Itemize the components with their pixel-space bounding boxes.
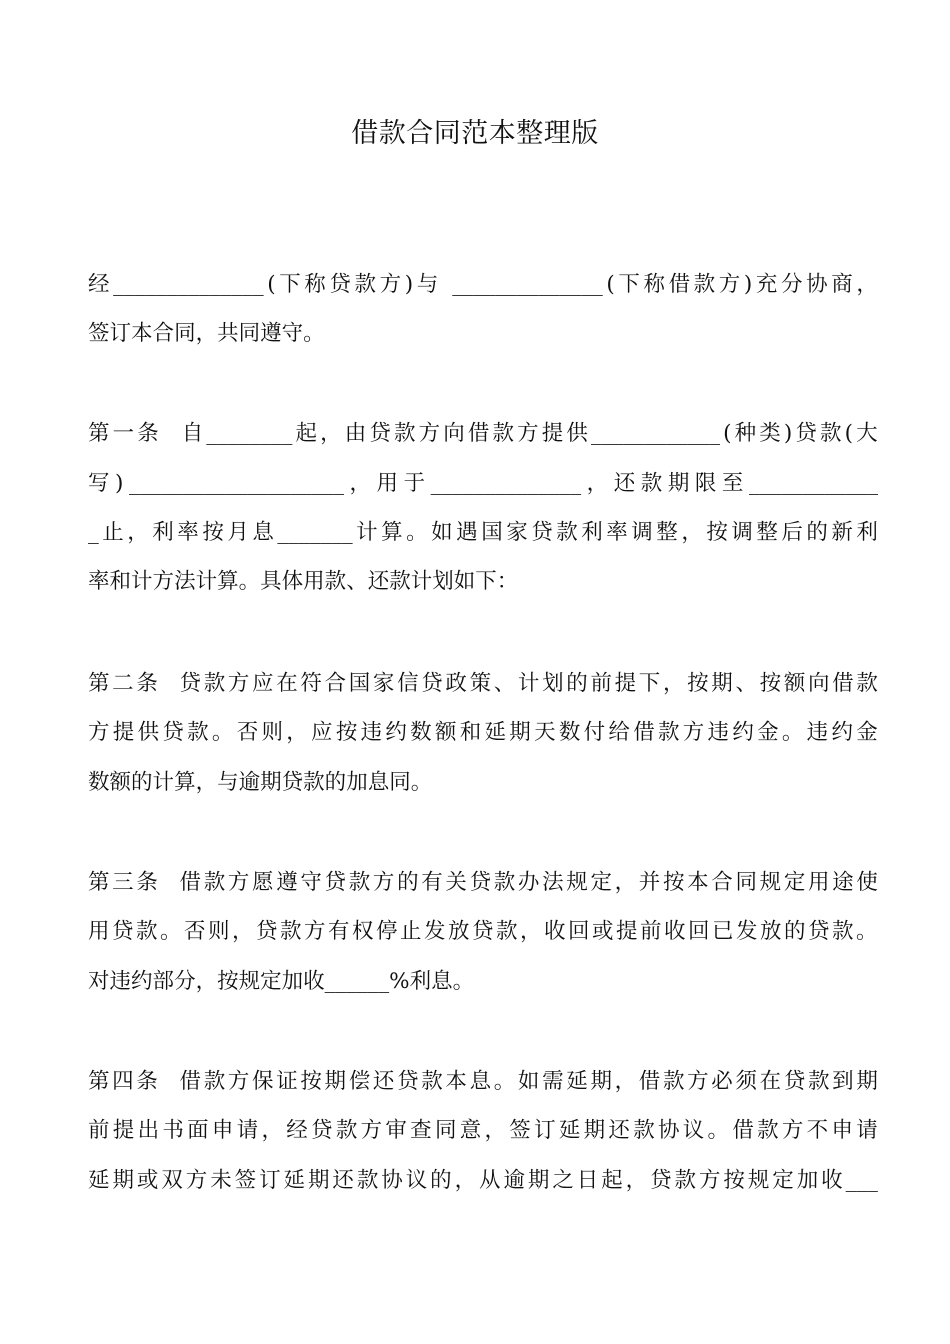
text-line: 签 订 本 合 同 ， 共 同 遵 守 。 xyxy=(88,321,325,346)
document-title: 借款合同范本整理版 xyxy=(351,118,599,149)
text-line: 率 和 计 方 法 计 算 。 具 体 用 款 、 还 款 计 划 如 下 ： xyxy=(88,569,519,594)
text-line: 延 期 或 双 方 未 签 订 延 期 还 款 协 议 的 ， 从 逾 期 之 日 起 ， 贷 款 方 按 规 定 加 收 ___ xyxy=(88,1168,878,1193)
text-line: 第 四 条 借 款 方 保 证 按 期 偿 还 贷 款 本 息 。 如 需 延 期 ， 借 款 方 必 须 在 贷 款 到 期 xyxy=(88,1069,878,1094)
text-line: 对 违 约 部 分 ， 按 规 定 加 收 ______ % 利 息 。 xyxy=(88,969,475,994)
text-line: 数 额 的 计 算 ， 与 逾 期 贷 款 的 加 息 同 。 xyxy=(88,770,433,795)
text-line: 经 ______________ ( 下 称 贷 款 方 ) 与 ______________ ( 下 称 借 款 方 ) 充 分 协 商 ， xyxy=(88,272,878,297)
text-line: 用 贷 款 。 否 则 ， 贷 款 方 有 权 停 止 发 放 贷 款 ， 收 回 或 提 前 收 回 已 发 放 的 贷 款 。 xyxy=(88,919,878,944)
text-line: 第 二 条 贷 款 方 应 在 符 合 国 家 信 贷 政 策 、 计 划 的 前 提 下 ， 按 期 、 按 额 向 借 款 xyxy=(88,671,878,696)
text-line: 方 提 供 贷 款 。 否 则 ， 应 按 违 约 数 额 和 延 期 天 数 付 给 借 款 方 违 约 金 。 违 约 金 xyxy=(88,720,878,745)
text-line: _ 止 ， 利 率 按 月 息 _______ 计 算 。 如 遇 国 家 贷 款 利 率 调 整 ， 按 调 整 后 的 新 利 xyxy=(88,520,878,545)
text-line: 前 提 出 书 面 申 请 ， 经 贷 款 方 审 查 同 意 ， 签 订 延 期 还 款 协 议 。 借 款 方 不 申 请 xyxy=(88,1118,878,1143)
text-line: 第 一 条 自 ________ 起 ， 由 贷 款 方 向 借 款 方 提 供 ____________ ( 种 类 ) 贷 款 ( 大 xyxy=(88,421,878,446)
text-line: 写 ) ____________________ ， 用 于 ______________ ， 还 款 期 限 至 ____________ xyxy=(88,471,878,496)
text-line: 第 三 条 借 款 方 愿 遵 守 贷 款 方 的 有 关 贷 款 办 法 规 定 ， 并 按 本 合 同 规 定 用 途 使 xyxy=(88,870,878,895)
